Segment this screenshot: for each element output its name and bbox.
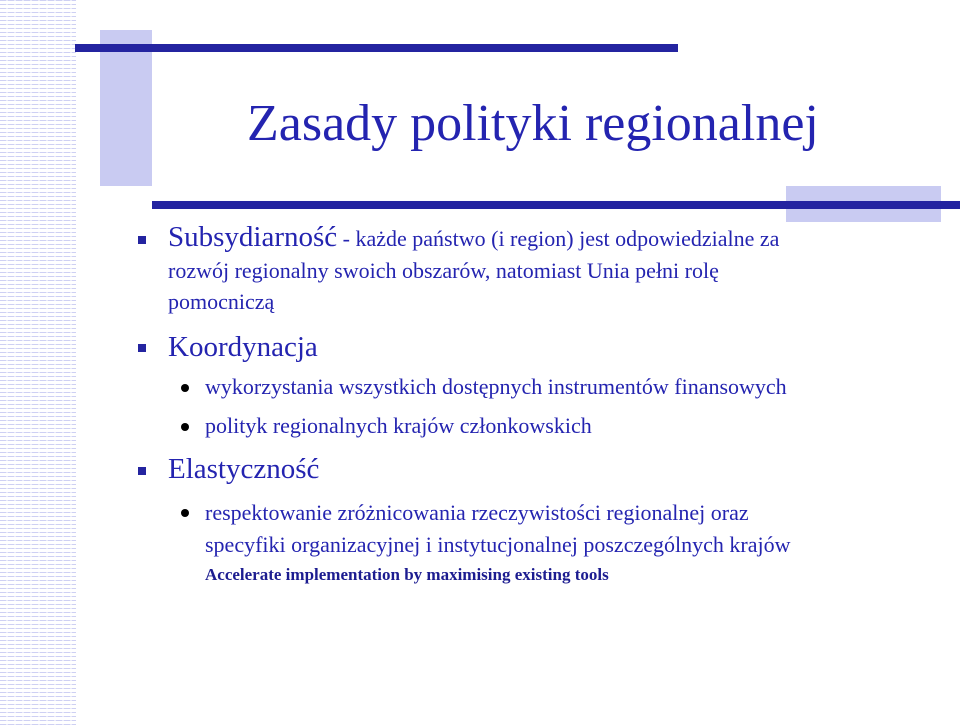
bullet-heading: Subsydiarność bbox=[168, 221, 338, 253]
slide-title: Zasady polityki regionalnej bbox=[247, 95, 819, 152]
subitem-text: wykorzystania wszystkich dostępnych instrumentów finansowych bbox=[205, 374, 787, 399]
round-bullet-icon bbox=[181, 384, 189, 392]
round-bullet-icon bbox=[181, 423, 189, 431]
bold-note: Accelerate implementation by maximising existing tools bbox=[205, 565, 609, 584]
round-bullet-icon bbox=[181, 509, 189, 517]
left-decorative-strip bbox=[0, 0, 76, 725]
bullet-subsydiarnosc bbox=[168, 219, 779, 260]
square-bullet-icon bbox=[138, 344, 146, 352]
subitem-text: respektowanie zróżnicowania rzeczywistości regionalnej oraz bbox=[205, 500, 749, 525]
subitem-text: polityk regionalnych krajów członkowskich bbox=[205, 413, 592, 438]
decorative-square-top-left bbox=[100, 30, 152, 186]
bullet-continuation-line: pomocniczą bbox=[168, 289, 275, 314]
bullet-continuation-line: rozwój regionalny swoich obszarów, natomiast Unia pełni rolę bbox=[168, 258, 719, 283]
bullet-heading: Koordynacja bbox=[168, 331, 318, 363]
square-bullet-icon bbox=[138, 236, 146, 244]
bullet-inline-text: - każde państwo (i region) jest odpowiedzialne za bbox=[337, 226, 780, 251]
bullet-heading: Elastyczność bbox=[168, 453, 320, 485]
square-bullet-icon bbox=[138, 467, 146, 475]
subitem-text: specyfiki organizacyjnej i instytucjonalnej poszczególnych krajów bbox=[205, 532, 791, 557]
decorative-bar-middle bbox=[152, 201, 960, 209]
decorative-bar-top bbox=[75, 44, 678, 52]
